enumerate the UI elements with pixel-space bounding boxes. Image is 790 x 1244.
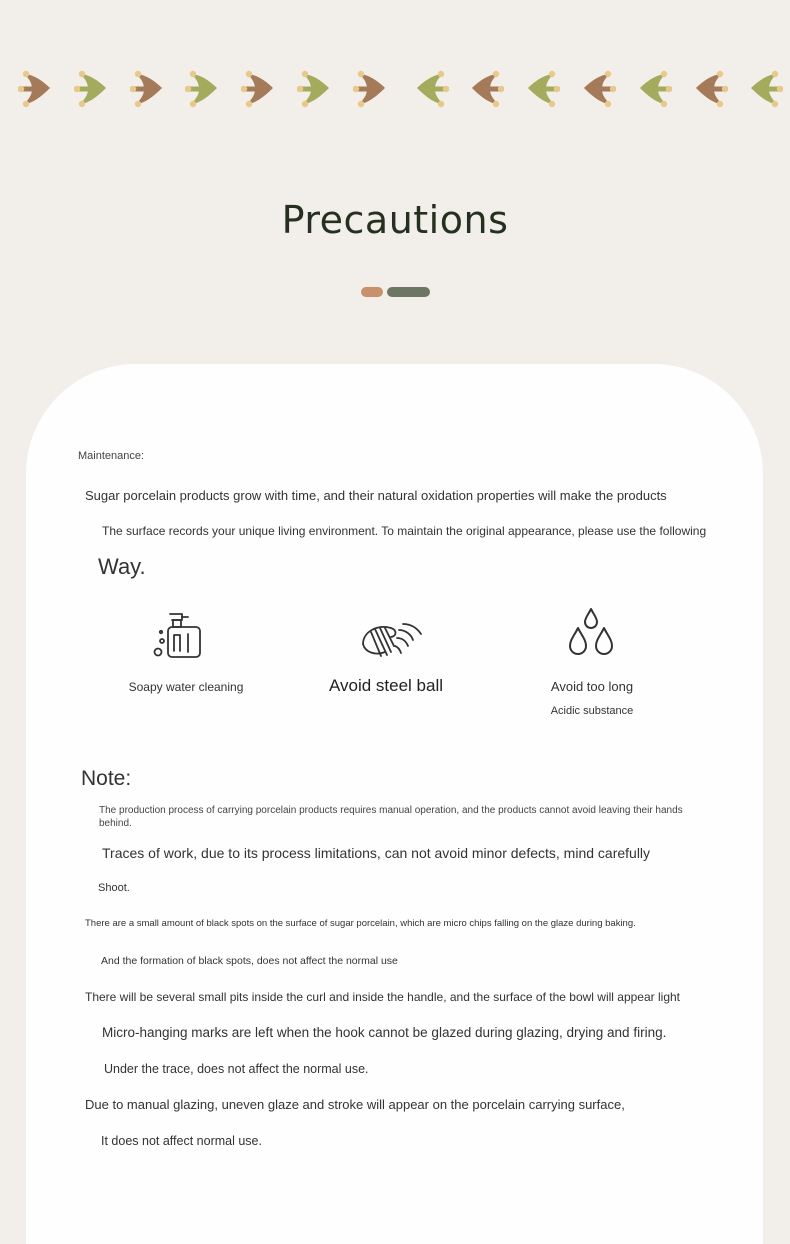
maintenance-way: Way. bbox=[98, 554, 146, 579]
care-label-steel-ball: Avoid steel ball bbox=[328, 676, 444, 695]
leaf-ornament bbox=[632, 66, 672, 112]
note-line: Under the trace, does not affect the normal use. bbox=[104, 1062, 369, 1076]
care-sublabel-acid: Acidic substance bbox=[550, 705, 634, 717]
leaf-ornament bbox=[74, 66, 114, 112]
leaf-border bbox=[18, 66, 778, 114]
page-title: Precautions bbox=[281, 198, 509, 242]
leaf-ornament bbox=[130, 66, 170, 112]
note-line: It does not affect normal use. bbox=[101, 1134, 262, 1148]
leaf-ornament bbox=[576, 66, 616, 112]
maintenance-line-2: The surface records your unique living environment. To maintain the original appearance, please use the following bbox=[102, 524, 707, 538]
note-line: There are a small amount of black spots on the surface of sugar porcelain, which are micro chips falling on the glaze during baking. bbox=[85, 918, 636, 929]
care-label-soapy-water: Soapy water cleaning bbox=[128, 680, 244, 694]
note-line: Due to manual glazing, uneven glaze and stroke will appear on the porcelain carrying surface, bbox=[85, 1097, 625, 1112]
note-line: Shoot. bbox=[98, 882, 130, 894]
water-drops-icon bbox=[566, 606, 616, 658]
leaf-ornament bbox=[688, 66, 728, 112]
leaf-ornament bbox=[743, 66, 783, 112]
soap-dispenser-icon bbox=[152, 608, 204, 660]
scrubbing-hand-icon bbox=[359, 618, 423, 660]
leaf-ornament bbox=[409, 66, 449, 112]
leaf-ornament bbox=[297, 66, 337, 112]
divider-pill-long bbox=[387, 287, 430, 297]
leaf-ornament bbox=[185, 66, 225, 112]
title-divider bbox=[361, 286, 431, 298]
leaf-ornament bbox=[18, 66, 58, 112]
care-label-acid: Avoid too long bbox=[550, 679, 634, 694]
note-heading: Note: bbox=[81, 767, 132, 790]
note-line: Micro-hanging marks are left when the hook cannot be glazed during glazing, drying and firing. bbox=[102, 1025, 667, 1040]
leaf-ornament bbox=[241, 66, 281, 112]
maintenance-label: Maintenance: bbox=[78, 450, 145, 462]
note-line: And the formation of black spots, does not affect the normal use bbox=[101, 955, 398, 967]
note-line: The production process of carrying porcelain products requires manual operation, and the products cannot avoid leaving their hands behind. bbox=[99, 805, 683, 829]
note-line: Traces of work, due to its process limitations, can not avoid minor defects, mind carefully bbox=[102, 845, 651, 861]
leaf-ornament bbox=[464, 66, 504, 112]
maintenance-line-1: Sugar porcelain products grow with time, and their natural oxidation properties will make the products bbox=[85, 488, 667, 503]
leaf-ornament bbox=[353, 66, 393, 112]
note-line: There will be several small pits inside the curl and inside the handle, and the surface of the bowl will appear light bbox=[85, 990, 680, 1004]
leaf-ornament bbox=[520, 66, 560, 112]
divider-pill-short bbox=[361, 287, 383, 297]
